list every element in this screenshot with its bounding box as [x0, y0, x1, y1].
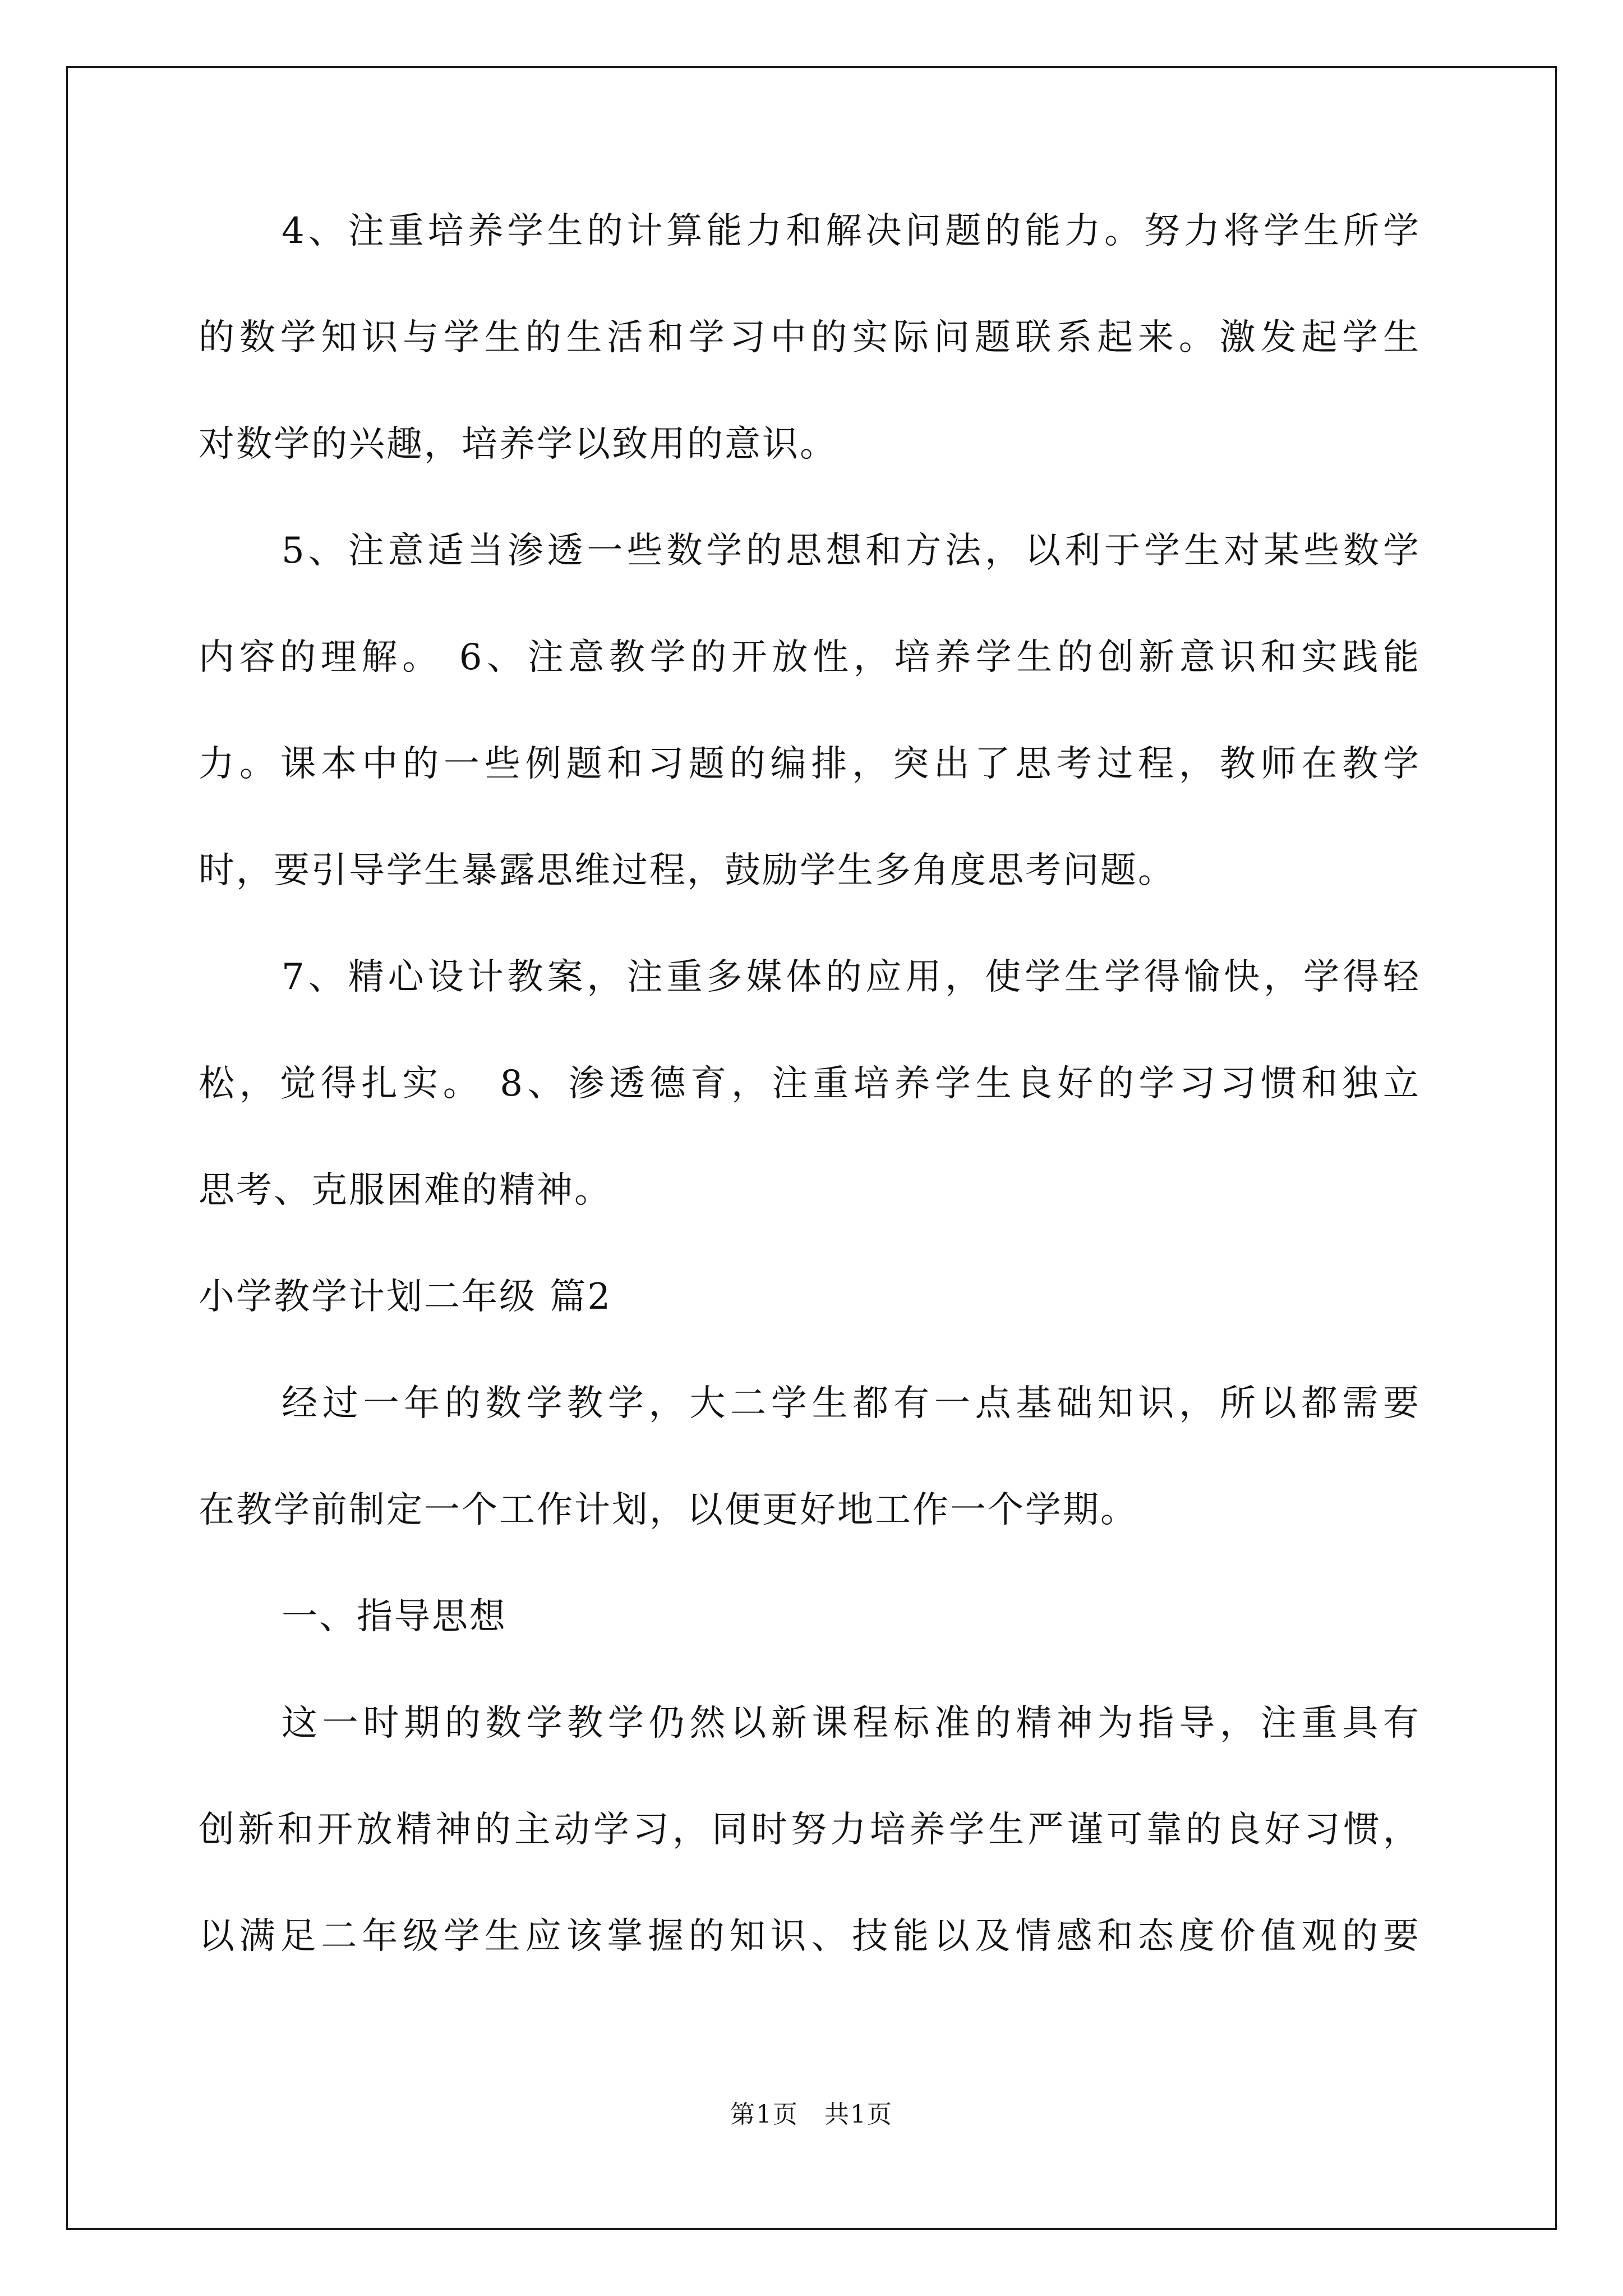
page-number: 第1页 共1页: [730, 2100, 893, 2129]
text-line: 在教学前制定一个工作计划，以便更好地工作一个学期。: [199, 1489, 1138, 1531]
section-heading: 小学教学计划二年级 篇2: [199, 1276, 612, 1318]
text-line: 创新和开放精神的主动学习，同时努力培养学生严谨可靠的良好习惯，: [199, 1809, 1419, 1851]
text-line: 5、注意适当渗透一些数学的思想和方法，以利于学生对某些数学: [282, 530, 1419, 572]
text-line: 4、注重培养学生的计算能力和解决问题的能力。努力将学生所学: [282, 210, 1419, 252]
text-line: 7、精心设计教案，注重多媒体的应用，使学生学得愉快，学得轻: [282, 956, 1419, 998]
text-line: 经过一年的数学教学，大二学生都有一点基础知识，所以都需要: [282, 1383, 1419, 1424]
text-line: 以满足二年级学生应该掌握的知识、技能以及情感和态度价值观的要: [199, 1916, 1419, 1957]
text-line: 思考、克服困难的精神。: [199, 1170, 612, 1211]
text-line: 松，觉得扎实。 8、渗透德育，注重培养学生良好的学习习惯和独立: [199, 1063, 1419, 1105]
text-line: 内容的理解。 6、注意教学的开放性，培养学生的创新意识和实践能: [199, 637, 1419, 678]
text-line: 的数学知识与学生的生活和学习中的实际问题联系起来。激发起学生: [199, 317, 1419, 358]
text-line: 这一时期的数学教学仍然以新课程标准的精神为指导，注重具有: [282, 1703, 1419, 1744]
text-line: 时，要引导学生暴露思维过程，鼓励学生多角度思考问题。: [199, 850, 1175, 891]
text-line: 对数学的兴趣，培养学以致用的意识。: [199, 424, 837, 465]
text-line: 力。课本中的一些例题和习题的编排，突出了思考过程，教师在教学: [199, 743, 1419, 785]
subsection-heading: 一、指导思想: [282, 1596, 507, 1637]
page-border: [66, 66, 1557, 2230]
